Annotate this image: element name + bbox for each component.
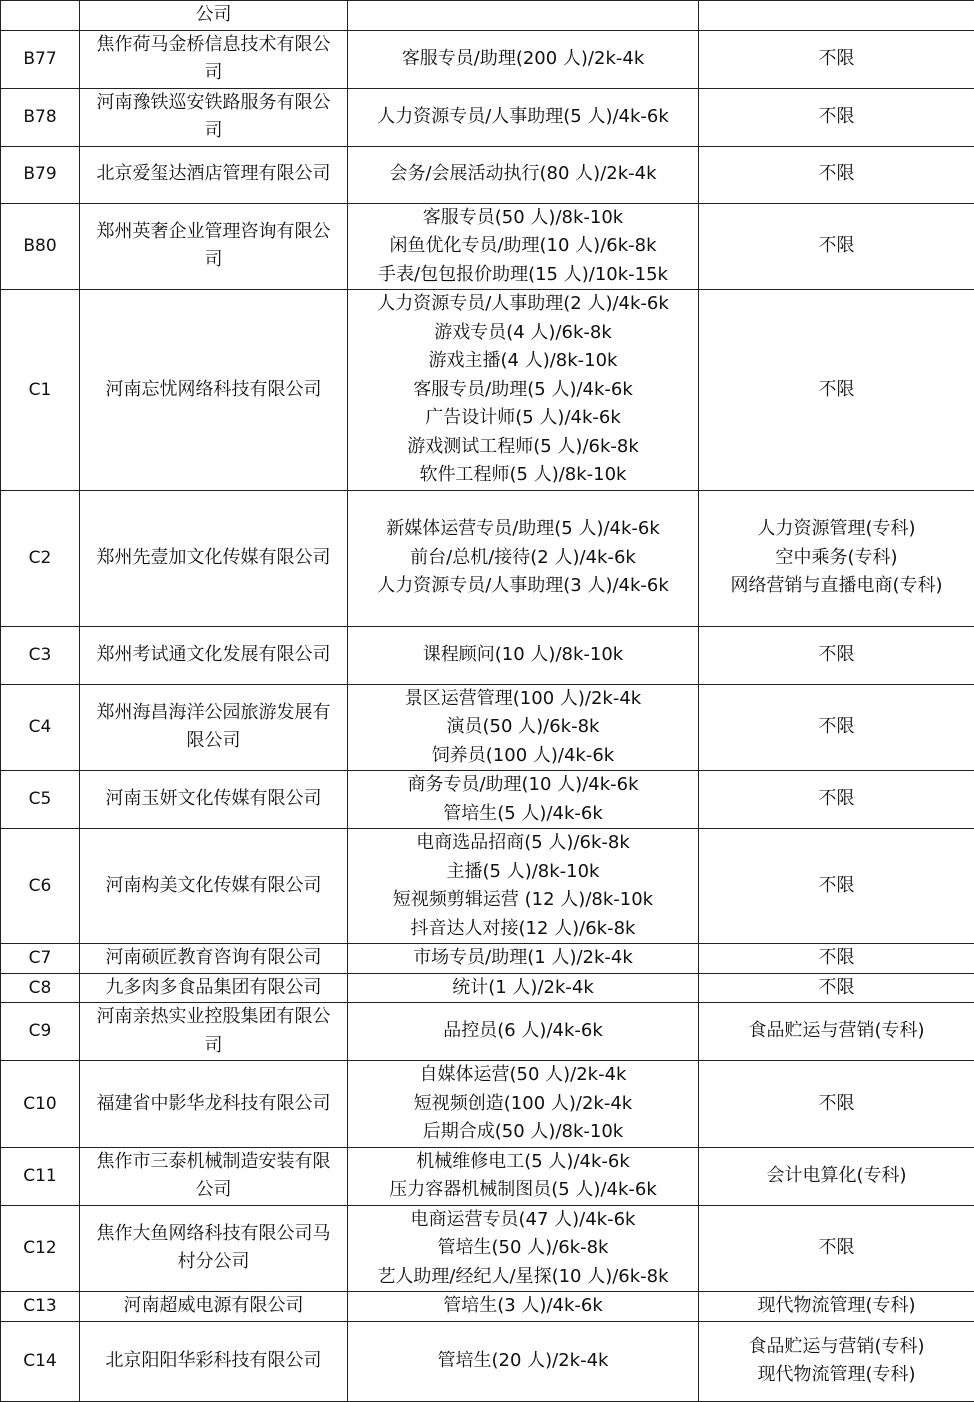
table-row [1,1321,974,1401]
table-row [1,203,974,290]
company-name: 北京阳阳华彩科技有限公司 [80,1321,348,1401]
company-code: C13 [1,1292,80,1322]
company-code: B79 [1,146,80,203]
company-name: 焦作大鱼网络科技有限公司马村分公司 [80,1205,348,1292]
positions-cell: 新媒体运营专员/助理(5 人)/4k-6k 前台/总机/接待(2 人)/4k-6k 人力资源专员/人事助理(3 人)/4k-6k [348,490,699,626]
majors-cell: 不限 [699,88,974,146]
company-code: C10 [1,1061,80,1148]
company-name: 河南豫铁巡安铁路服务有限公司 [80,88,348,146]
majors-cell: 不限 [699,626,974,684]
table-row [1,684,974,771]
positions-cell: 管培生(20 人)/2k-4k [348,1321,699,1401]
table-row [1,1147,974,1205]
majors-cell: 不限 [699,684,974,771]
table-row [1,88,974,146]
company-name: 福建省中影华龙科技有限公司 [80,1061,348,1148]
majors-cell: 食品贮运与营销(专科) [699,1003,974,1061]
majors-cell: 现代物流管理(专科) [699,1292,974,1322]
company-name: 郑州考试通文化发展有限公司 [80,626,348,684]
company-name: 河南构美文化传媒有限公司 [80,829,348,944]
table-row [1,1292,974,1322]
majors-cell: 不限 [699,771,974,829]
table-row [1,30,974,88]
majors-cell: 不限 [699,829,974,944]
table-row [1,1061,974,1148]
table-row [1,1205,974,1292]
majors-cell: 会计电算化(专科) [699,1147,974,1205]
company-code: C9 [1,1003,80,1061]
majors-cell: 食品贮运与营销(专科) 现代物流管理(专科) [699,1321,974,1401]
table-row [1,829,974,944]
positions-cell: 客服专员/助理(200 人)/2k-4k [348,30,699,88]
table-body [1,1,974,1402]
table-row [1,1,974,31]
company-code: C1 [1,290,80,491]
table-row [1,1003,974,1061]
positions-cell: 电商选品招商(5 人)/6k-8k 主播(5 人)/8k-10k 短视频剪辑运营 (12 人)/8k-10k 抖音达人对接(12 人)/6k-8k [348,829,699,944]
company-name: 郑州海昌海洋公园旅游发展有限公司 [80,684,348,771]
company-name: 河南硕匠教育咨询有限公司 [80,944,348,974]
positions-cell: 人力资源专员/人事助理(2 人)/4k-6k 游戏专员(4 人)/6k-8k 游戏主播(4 人)/8k-10k 客服专员/助理(5 人)/4k-6k 广告设计师(5 人)/4k-6k 游戏测试工程师(5 人)/6k-8k 软件工程师(5 人)/8k-10k [348,290,699,491]
company-name: 郑州先壹加文化传媒有限公司 [80,490,348,626]
company-code: C2 [1,490,80,626]
table-row [1,146,974,203]
majors-cell: 不限 [699,290,974,491]
positions-cell: 电商运营专员(47 人)/4k-6k 管培生(50 人)/6k-8k 艺人助理/经纪人/星探(10 人)/6k-8k [348,1205,699,1292]
majors-cell: 不限 [699,944,974,974]
company-name: 河南忘忧网络科技有限公司 [80,290,348,491]
majors-cell: 不限 [699,30,974,88]
positions-cell: 品控员(6 人)/4k-6k [348,1003,699,1061]
majors-cell: 不限 [699,203,974,290]
company-code [1,1,80,31]
company-code: C12 [1,1205,80,1292]
positions-cell: 课程顾问(10 人)/8k-10k [348,626,699,684]
company-name: 焦作荷马金桥信息技术有限公司 [80,30,348,88]
table-row [1,290,974,491]
positions-cell: 自媒体运营(50 人)/2k-4k 短视频创造(100 人)/2k-4k 后期合成(50 人)/8k-10k [348,1061,699,1148]
positions-cell: 管培生(3 人)/4k-6k [348,1292,699,1322]
positions-cell: 统计(1 人)/2k-4k [348,973,699,1003]
table-row [1,490,974,626]
company-code: C14 [1,1321,80,1401]
majors-cell: 不限 [699,1061,974,1148]
table-row [1,973,974,1003]
positions-cell: 客服专员(50 人)/8k-10k 闲鱼优化专员/助理(10 人)/6k-8k 手表/包包报价助理(15 人)/10k-15k [348,203,699,290]
company-code: C5 [1,771,80,829]
company-name: 公司 [80,1,348,31]
majors-cell: 不限 [699,1205,974,1292]
positions-cell: 人力资源专员/人事助理(5 人)/4k-6k [348,88,699,146]
company-name: 焦作市三泰机械制造安装有限公司 [80,1147,348,1205]
positions-cell: 商务专员/助理(10 人)/4k-6k 管培生(5 人)/4k-6k [348,771,699,829]
company-name: 北京爱玺达酒店管理有限公司 [80,146,348,203]
table-row [1,944,974,974]
positions-cell [348,1,699,31]
company-code: C3 [1,626,80,684]
company-code: C4 [1,684,80,771]
company-name: 九多肉多食品集团有限公司 [80,973,348,1003]
company-name: 河南玉妍文化传媒有限公司 [80,771,348,829]
company-code: C6 [1,829,80,944]
majors-cell [699,1,974,31]
positions-cell: 会务/会展活动执行(80 人)/2k-4k [348,146,699,203]
positions-cell: 景区运营管理(100 人)/2k-4k 演员(50 人)/6k-8k 饲养员(100 人)/4k-6k [348,684,699,771]
majors-cell: 不限 [699,973,974,1003]
majors-cell: 不限 [699,146,974,203]
company-code: C11 [1,1147,80,1205]
company-code: B78 [1,88,80,146]
company-code: B80 [1,203,80,290]
company-code: C8 [1,973,80,1003]
company-code: B77 [1,30,80,88]
table-row [1,771,974,829]
majors-cell: 人力资源管理(专科) 空中乘务(专科) 网络营销与直播电商(专科) [699,490,974,626]
positions-cell: 市场专员/助理(1 人)/2k-4k [348,944,699,974]
company-name: 河南超威电源有限公司 [80,1292,348,1322]
table-row [1,626,974,684]
company-name: 河南亲热实业控股集团有限公司 [80,1003,348,1061]
positions-cell: 机械维修电工(5 人)/4k-6k 压力容器机械制图员(5 人)/4k-6k [348,1147,699,1205]
company-code: C7 [1,944,80,974]
company-name: 郑州英奢企业管理咨询有限公司 [80,203,348,290]
